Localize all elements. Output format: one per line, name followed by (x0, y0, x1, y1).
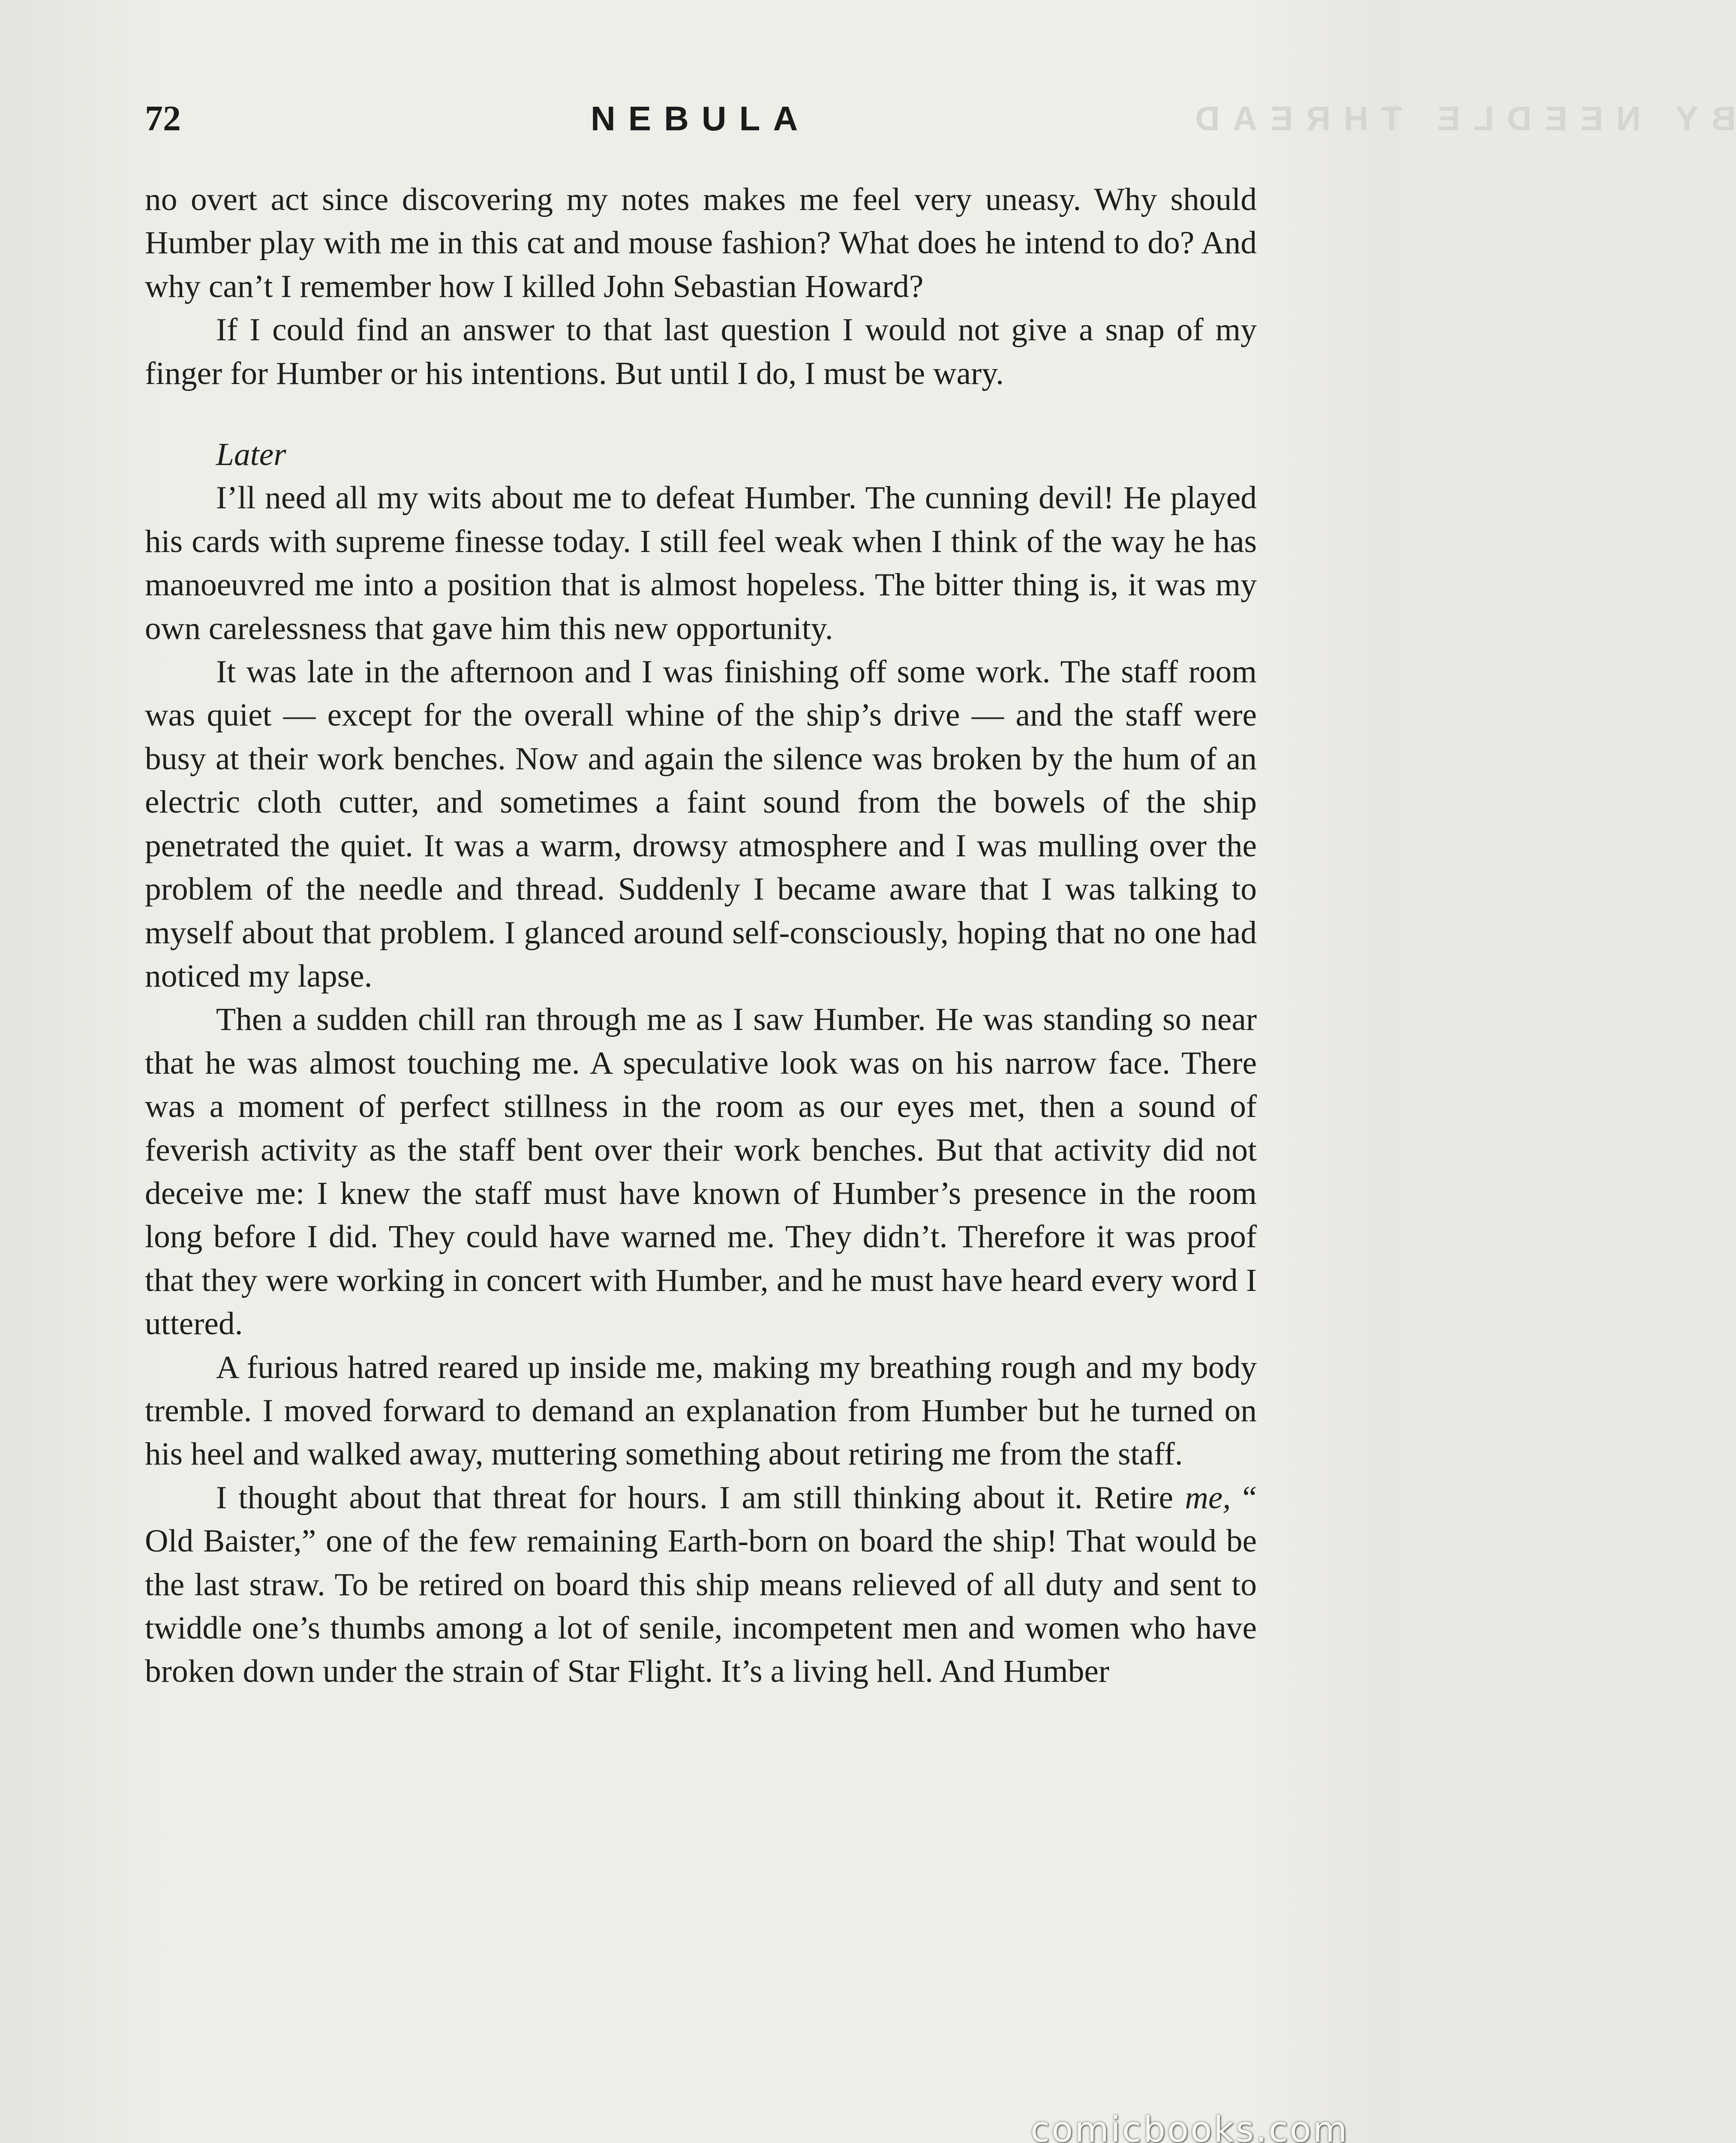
paragraph: I’ll need all my wits about me to defeat Humber. The cunning devil! He played his cards with supreme finesse today. I still feel weak when I think of the way he has manoeuvred me into a position that is almost hopeless. The bitter thing is, it was my own carelessness that gave him this new opportunity. (145, 480, 1257, 646)
bleed-through-text: BY NEEDLE THREAD (1182, 99, 1736, 138)
paragraph: It was late in the afternoon and I was finishing off some work. The staff room was quiet — except for the overall whine of the ship’s drive — and the staff were busy at their work benches. Now and again the silence was broken by the hum of an electric cloth cutter, and sometimes a faint sound from the bowels of the ship penetrated the quiet. It was a warm, drowsy atmosphere and I was mulling over the problem of the needle and thread. Suddenly I became aware that I was talking to myself about that problem. I glanced around self-consciously, hoping that no one had noticed my lapse. (145, 654, 1257, 994)
paragraph-text: “ Old Baister,” one of the few remaining Earth-born on board the ship! That would be the last straw. To be retired on board this ship means relieved of all duty and sent to twiddle one’s thumbs among a lot of senile, incompetent men and women who have broken down under the strain of Star Flight. It’s a living hell. And Humber (145, 1480, 1257, 1690)
section-heading: Later (216, 437, 286, 473)
paragraph: no overt act since discovering my notes makes me feel very uneasy. Why should Humber play with me in this cat and mouse fashion? What does he intend to do? And why can’t I remember how I killed John Sebastian Howard? (145, 182, 1257, 304)
paragraph: Then a sudden chill ran through me as I saw Humber. He was standing so near that he was almost touching me. A speculative look was on his narrow face. There was a moment of perfect stillness in the room as our eyes met, then a sound of feverish activity as the staff bent over their work benches. But that activity did not deceive me: I knew the staff must have known of Humber’s presence in the room long before I did. They could have warned me. They didn’t. Therefore it was proof that they were working in concert with Humber, and he must have heard every word I uttered. (145, 1002, 1257, 1342)
paragraph: If I could find an answer to that last question I would not give a snap of my finger for Humber or his intentions. But until I do, I must be wary. (145, 312, 1257, 391)
emphasis-text: me, (1185, 1480, 1231, 1516)
paragraph (145, 1476, 1257, 1693)
page-number: 72 (145, 99, 181, 138)
body-text (145, 178, 1257, 1693)
paragraph: A furious hatred reared up inside me, making my breathing rough and my body tremble. I moved forward to demand an explanation from Humber but he turned on his heel and walked away, muttering something about retiring me from the staff. (145, 1349, 1257, 1472)
watermark: comicbooks.com (1030, 2110, 1349, 2143)
running-head-title: NEBULA (591, 99, 811, 138)
page-header (145, 95, 1736, 142)
paragraph-text: I thought about that threat for hours. I am still thinking about it. Retire (216, 1480, 1185, 1516)
